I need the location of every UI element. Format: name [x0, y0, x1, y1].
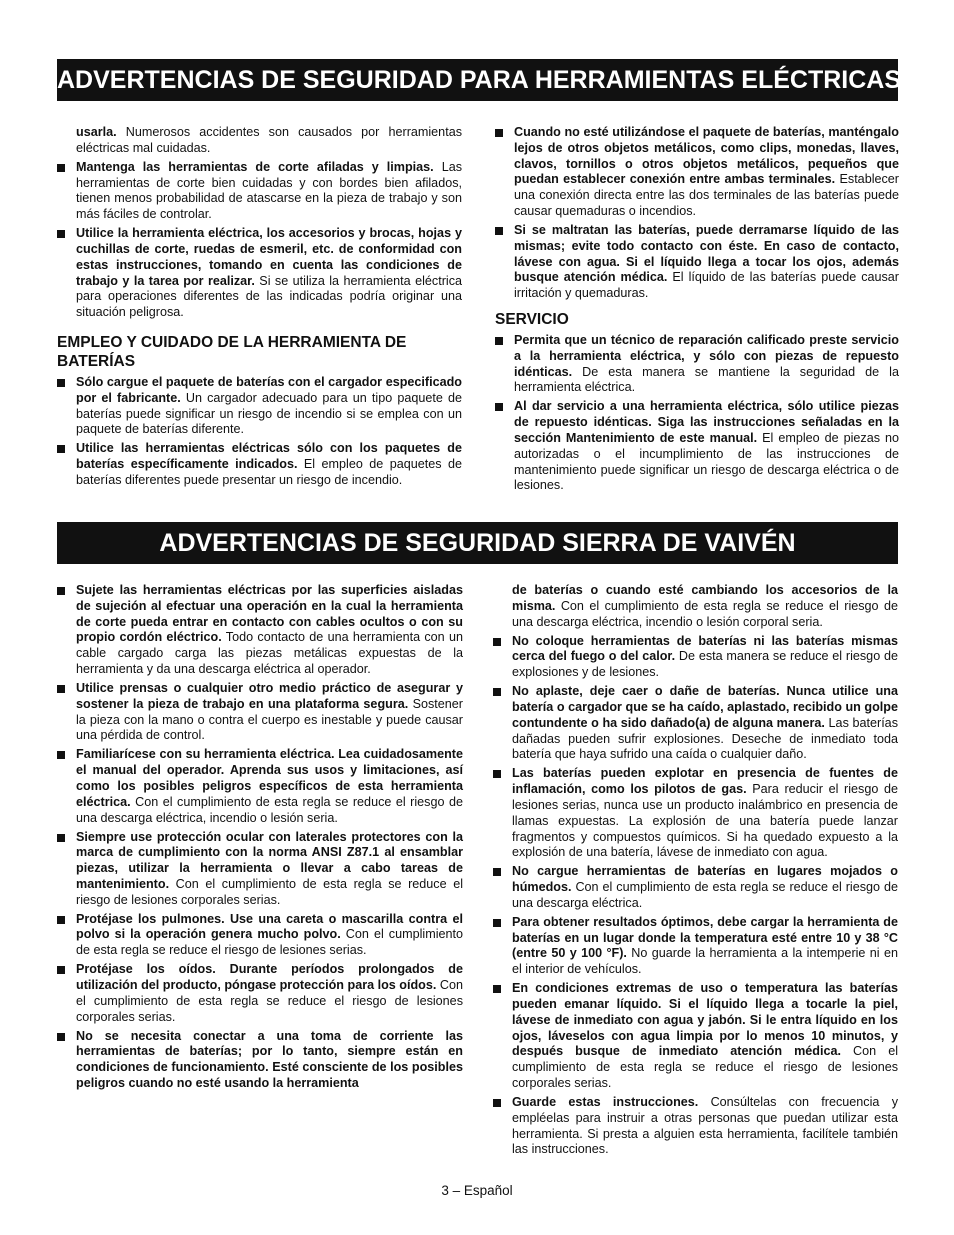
item-bold: Protéjase los pulmones. Use una careta o mascarilla contra el polvo si la operación genera mucho polvo. — [76, 911, 463, 942]
item-text: Con el cumplimiento de esta regla se reduce el riesgo de una descarga eléctrica. — [512, 880, 898, 910]
section-banner-jigsaw: ADVERTENCIAS DE SEGURIDAD SIERRA DE VAIVÉN — [57, 522, 898, 564]
item-text: Para reducir el riesgo de lesiones serias, nunca use un producto inalámbrico en presencia de llamas expuestas. La explosión de una batería puede lanzar fragmentos y compuestos químicos. Si ha quedado expuesto a la explosión de una batería, lávese de inmediato con agua. — [512, 782, 898, 860]
list-item — [57, 830, 463, 909]
item-text: Con el cumplimiento de esta regla se reduce el riesgo de lesiones corporales serias. — [512, 1044, 898, 1091]
square-bullet-icon — [57, 230, 65, 238]
square-bullet-icon — [493, 985, 501, 993]
list-item-continuation — [493, 583, 898, 630]
item-text: Un cargador adecuado para un tipo paquete de baterías puede significar un riesgo de incendio si se emplea con un paquete de baterías diferente. — [76, 390, 462, 437]
item-text: De esta manera se reduce el riesgo de explosiones y de lesiones. — [512, 649, 898, 680]
square-bullet-icon — [57, 834, 65, 842]
list-item — [493, 634, 898, 681]
item-text: Con el cumplimiento de esta regla se reduce el riesgo de lesiones corporales serias. — [76, 978, 463, 1024]
item-bold: Siempre use protección ocular con laterales protectores con la marca de cumplimiento con la norma ANSI Z87.1 al ensamblar piezas, utilizar la herramienta o llevar a cabo tareas de mantenimiento. — [76, 829, 463, 891]
item-bold: Para obtener resultados óptimos, debe cargar la herramienta de baterías en un lugar donde la temperatura esté entre 10 y 38 °C (entre 50 y 100 °F). — [512, 914, 898, 961]
item-bold: usarla. — [76, 125, 117, 139]
list-item — [57, 226, 462, 321]
list-item — [57, 160, 462, 223]
item-text: Todo contacto de una herramienta con un cable cargado carga las piezas metálicas expuestas de la herramienta y da una descarga eléctrica al operador. — [76, 630, 463, 676]
item-bold: Utilice la herramienta eléctrica, los accesorios y brocas, hojas y cuchillas de corte, ruedas de esmeril, etc. de conformidad con estas instrucciones, tomando en cuenta las condiciones de trabajo y la tarea por realizar. — [76, 226, 462, 288]
list-item — [57, 962, 463, 1025]
item-bold: Protéjase los oídos. Durante períodos prolongados de utilización del producto, póngase protección para los oídos. — [76, 962, 463, 993]
square-bullet-icon — [57, 751, 65, 759]
item-text: Sostener la pieza con la mano o contra el cuerpo es inestable y puede causar una pérdida de control. — [76, 696, 463, 743]
square-bullet-icon — [493, 919, 501, 927]
list-item — [493, 981, 898, 1092]
item-bold: Guarde estas instrucciones. — [512, 1095, 699, 1110]
section1-right-column — [495, 125, 899, 497]
section-banner-power-tools: ADVERTENCIAS DE SEGURIDAD PARA HERRAMIENTAS ELÉCTRICAS — [57, 59, 898, 101]
list-item — [57, 1029, 463, 1092]
item-bold: En condiciones extremas de uso o temperatura las baterías pueden emanar líquido. Si el líquido llega a tocarle la piel, lávese de inmediato con agua y jabón. Si le entra líquido en los ojos, láveselos con agua limpia por lo menos 10 minutos, y después busque de inmediato atención médica. — [512, 981, 898, 1059]
square-bullet-icon — [57, 445, 65, 453]
list-item — [57, 583, 463, 678]
item-text: Las baterías dañadas pueden sufrir explosiones. Deseche de inmediato toda batería que haya sufrido una caída o cualquier daño. — [512, 715, 898, 762]
list-item — [493, 915, 898, 978]
item-text: El empleo de piezas no autorizadas o el incumplimiento de las instrucciones de mantenimiento puede significar un riesgo de descarga eléctrica o de lesiones. — [514, 430, 899, 493]
list-item — [495, 125, 899, 220]
section2-left-column — [57, 583, 463, 1095]
item-text: Con el cumplimiento de esta regla se reduce el riesgo de una descarga eléctrica, incendio o lesión seria. — [76, 794, 463, 825]
item-text: No guarde la herramienta a la intemperie ni en el interior de vehículos. — [512, 946, 898, 977]
list-item — [57, 681, 463, 744]
square-bullet-icon — [57, 1033, 65, 1041]
item-bold: Mantenga las herramientas de corte afiladas y limpias. — [76, 159, 434, 174]
item-bold: Sujete las herramientas eléctricas por las superficies aisladas de sujeción al efectuar una operación en la cual la herramienta de corte pueda entrar en contacto con cables ocultos o con su propio cordón eléctrico. — [76, 583, 463, 645]
list-item — [495, 223, 899, 302]
item-bold: No aplaste, deje caer o dañe de baterías. Nunca utilice una batería o cargador que se ha caído, aplastado, recibido un golpe contundente o ha sido dañado(a) de alguna manera. — [512, 684, 898, 730]
item-bold: Utilice prensas o cualquier otro medio práctico de asegurar y sostener la pieza de trabajo en una plataforma segura. — [76, 680, 463, 711]
section2-right-column — [493, 583, 898, 1161]
page-number: 3 – Español — [441, 1183, 513, 1198]
item-text: Las herramientas de corte bien cuidadas y con bordes bien afilados, tienen menos probabilidad de atascarse en la pieza de trabajo y son más fáciles de controlar. — [76, 159, 462, 222]
square-bullet-icon — [495, 337, 503, 345]
item-text: Si se utiliza la herramienta eléctrica para operaciones diferentes de las indicadas podría originar una situación peligrosa. — [76, 273, 462, 320]
list-item — [57, 912, 463, 959]
item-text: Con el cumplimiento de esta regla se reduce el riesgo de lesiones corporales serias. — [76, 876, 463, 907]
subheading-service: SERVICIO — [495, 310, 569, 328]
square-bullet-icon — [57, 379, 65, 387]
subheading-battery-care: EMPLEO Y CUIDADO DE LA HERRAMIENTA DE BATERÍAS — [57, 333, 407, 370]
item-text: El empleo de paquetes de baterías diferentes puede presentar un riesgo de incendio. — [76, 457, 462, 487]
square-bullet-icon — [495, 227, 503, 235]
item-bold: Sólo cargue el paquete de baterías con el cargador especificado por el fabricante. — [76, 374, 462, 405]
item-bold: No cargue herramientas de baterías en lugares mojados o húmedos. — [512, 864, 898, 895]
square-bullet-icon — [57, 164, 65, 172]
item-bold: Las baterías pueden explotar en presencia de fuentes de inflamación, como los pilotos de gas. — [512, 766, 898, 797]
list-item — [495, 333, 899, 396]
item-text: Con el cumplimiento de esta regla se reduce el riesgo de lesiones serias. — [76, 927, 463, 958]
square-bullet-icon — [57, 685, 65, 693]
item-text: Numerosos accidentes son causados por herramientas eléctricas mal cuidadas. — [76, 125, 462, 155]
list-item — [57, 441, 462, 488]
item-text: Con el cumplimiento de esta regla se reduce el riesgo de una descarga eléctrica, incendio o lesión corporal seria. — [512, 598, 898, 629]
list-item — [57, 375, 462, 438]
item-bold: Si se maltratan las baterías, puede derramarse líquido de las mismas; evite todo contacto con éste. En caso de contacto, lávese con agua. Si el líquido llega a tocar los ojos, además busque atención médica. — [514, 222, 899, 285]
item-text: Consúltelas con frecuencia y empléelas para instruir a otras personas que puedan utilizar esta herramienta. Si presta a alguien esta herramienta, facilítele también las instrucciones. — [512, 1095, 898, 1157]
list-item — [495, 399, 899, 494]
item-bold: Permita que un técnico de reparación calificado preste servicio a la herramienta eléctrica, y sólo con piezas de repuesto idénticas. — [514, 332, 899, 379]
square-bullet-icon — [493, 688, 501, 696]
list-item-continuation — [57, 125, 462, 157]
square-bullet-icon — [495, 129, 503, 137]
item-text: Establecer una conexión directa entre las dos terminales de las baterías puede causar quemaduras o incendios. — [514, 172, 899, 218]
square-bullet-icon — [495, 403, 503, 411]
item-text: De esta manera se mantiene la seguridad de la herramienta eléctrica. — [514, 364, 899, 395]
square-bullet-icon — [57, 916, 65, 924]
item-bold: Cuando no esté utilizándose el paquete de baterías, manténgalo lejos de otros objetos metálicos, como clips, monedas, llaves, clavos, tornillos o otros objetos metálicos, pequeños que puedan establecer conexión entre ambas terminales. — [514, 125, 899, 187]
item-bold: Al dar servicio a una herramienta eléctrica, sólo utilice piezas de repuesto idénticas. Siga las instrucciones señaladas en la sección Mantenimiento de este manual. — [514, 399, 899, 445]
item-bold: No coloque herramientas de baterías ni las baterías mismas cerca del fuego o del calor. — [512, 633, 898, 664]
square-bullet-icon — [57, 966, 65, 974]
list-item — [493, 864, 898, 911]
list-item — [493, 684, 898, 763]
item-bold: Utilice las herramientas eléctricas sólo con los paquetes de baterías específicamente indicados. — [76, 441, 462, 472]
square-bullet-icon — [493, 638, 501, 646]
section1-left-column — [57, 125, 462, 492]
square-bullet-icon — [493, 868, 501, 876]
square-bullet-icon — [493, 770, 501, 778]
square-bullet-icon — [493, 1099, 501, 1107]
list-item — [493, 766, 898, 861]
list-item — [493, 1095, 898, 1158]
list-item — [57, 747, 463, 826]
item-bold: No se necesita conectar a una toma de corriente las herramientas de baterías; por lo tanto, siempre están en condiciones de funcionamiento. Esté consciente de los posibles peligros cuando no esté usando la herramienta — [76, 1028, 463, 1091]
item-text: El líquido de las baterías puede causar irritación y quemaduras. — [514, 270, 899, 301]
square-bullet-icon — [57, 587, 65, 595]
item-bold: de baterías o cuando esté cambiando los accesorios de la misma. — [512, 583, 898, 613]
item-bold: Familiarícese con su herramienta eléctrica. Lea cuidadosamente el manual del operador. Aprenda sus usos y limitaciones, así como los posibles peligros específicos de esta herramienta eléctrica. — [76, 747, 463, 809]
